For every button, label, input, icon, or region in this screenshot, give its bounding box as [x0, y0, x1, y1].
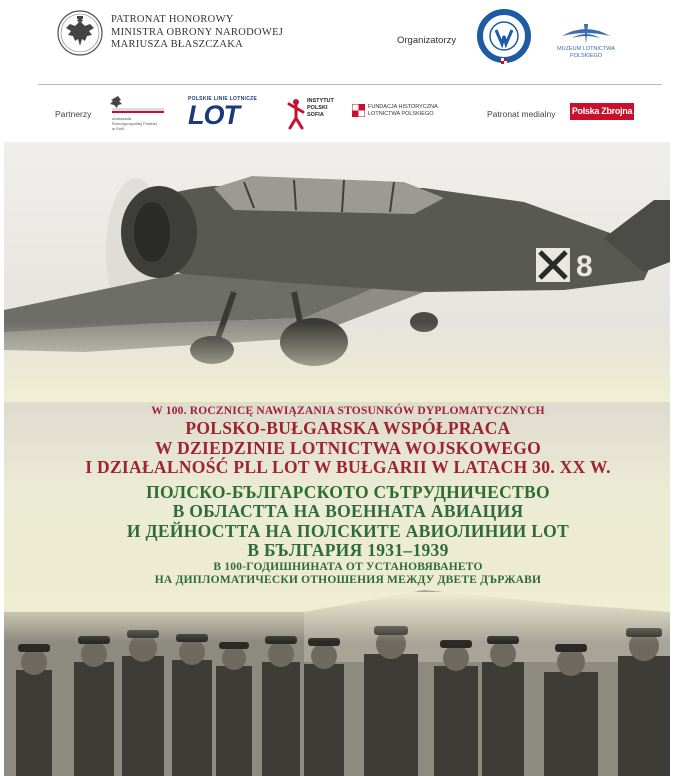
honorary-patron-text	[111, 14, 283, 52]
bulgarian-title-line: В ОБЛАСТТА НА ВОЕННАТА АВИАЦИЯ	[172, 501, 524, 521]
embassy-line: Ambasada	[112, 116, 132, 121]
polish-title-line: I DZIAŁALNOŚĆ PLL LOT W BUŁGARII W LATACH 30. XX W.	[85, 457, 611, 477]
polska-zbrojna-logo: Polska Zbrojna	[570, 103, 634, 120]
bulgarian-title-line: И ДЕЙНОСТТА НА ПОЛСКИТЕ АВИОЛИНИИ LOT	[126, 520, 570, 541]
aircraft-marking: 8	[576, 250, 593, 283]
foundation-line: FUNDACJA HISTORYCZNA	[368, 104, 438, 110]
institute-line: POLSKI	[307, 105, 328, 111]
embassy-line: Rzeczypospolitej Polskiej	[112, 121, 157, 126]
embassy-name	[112, 116, 157, 131]
bulgarian-subtitle-line: В 100-ГОДИШНИНАТА ОТ УСТАНОВЯВАНЕТО	[213, 560, 483, 573]
foundation-checker-icon	[352, 104, 365, 117]
exhibition-poster	[4, 142, 670, 776]
header	[0, 0, 696, 84]
partners-row	[0, 86, 696, 138]
bulgarian-title-line: В БЪЛГАРИЯ 1931–1939	[247, 540, 449, 560]
patron-line: PATRONAT HONOROWY	[111, 14, 234, 25]
aviation-museum-name	[550, 46, 622, 60]
patron-line: MINISTRA OBRONY NARODOWEJ	[111, 26, 284, 38]
patron-line: MARIUSZA BŁASZCZAKA	[111, 39, 244, 50]
organizers-label: Organizatorzy	[397, 35, 457, 46]
institute-line: SOFIA	[307, 112, 324, 118]
air-force-museum-badge-icon	[476, 8, 532, 68]
foundation-line: LOTNICTWA POLSKIEGO	[368, 111, 434, 117]
lot-logo: LOT	[188, 100, 239, 130]
polish-institute-name	[307, 98, 334, 119]
museum-name-line: MUZEUM LOTNICTWA	[557, 46, 615, 52]
bulgarian-title-line: ПОЛСКО-БЪЛГАРСКОТО СЪТРУДНИЧЕСТВО	[146, 481, 550, 502]
polish-title-line: W DZIEDZINIE LOTNICTWA WOJSKOWEGO	[154, 437, 542, 458]
institute-line: INSTYTUT	[307, 98, 334, 104]
foundation-name	[368, 104, 438, 118]
embassy-line: w Sofii	[112, 126, 124, 131]
officers-group-photo	[4, 590, 670, 776]
media-patron-label: Patronat medialny	[487, 109, 556, 119]
polish-eagle-emblem-icon	[56, 8, 104, 58]
bulgarian-subtitle-line: НА ДИПЛОМАТИЧЕСКИ ОТНОШЕНИЯ МЕЖДУ ДВЕТЕ ДЪРЖАВИ	[154, 574, 542, 586]
poster-titles	[4, 404, 670, 588]
header-divider	[38, 84, 662, 85]
lot-tagline: POLSKIE LINIE LOTNICZE	[188, 96, 258, 102]
partners-label: Partnerzy	[55, 109, 92, 119]
polish-subtitle: W 100. ROCZNICĘ NAWIĄZANIA STOSUNKÓW DYPLOMATYCZNYCH	[151, 405, 545, 417]
museum-name-line: POLSKIEGO	[569, 53, 603, 59]
polish-title-line: POLSKO-BUŁGARSKA WSPÓŁPRACA	[185, 418, 511, 438]
